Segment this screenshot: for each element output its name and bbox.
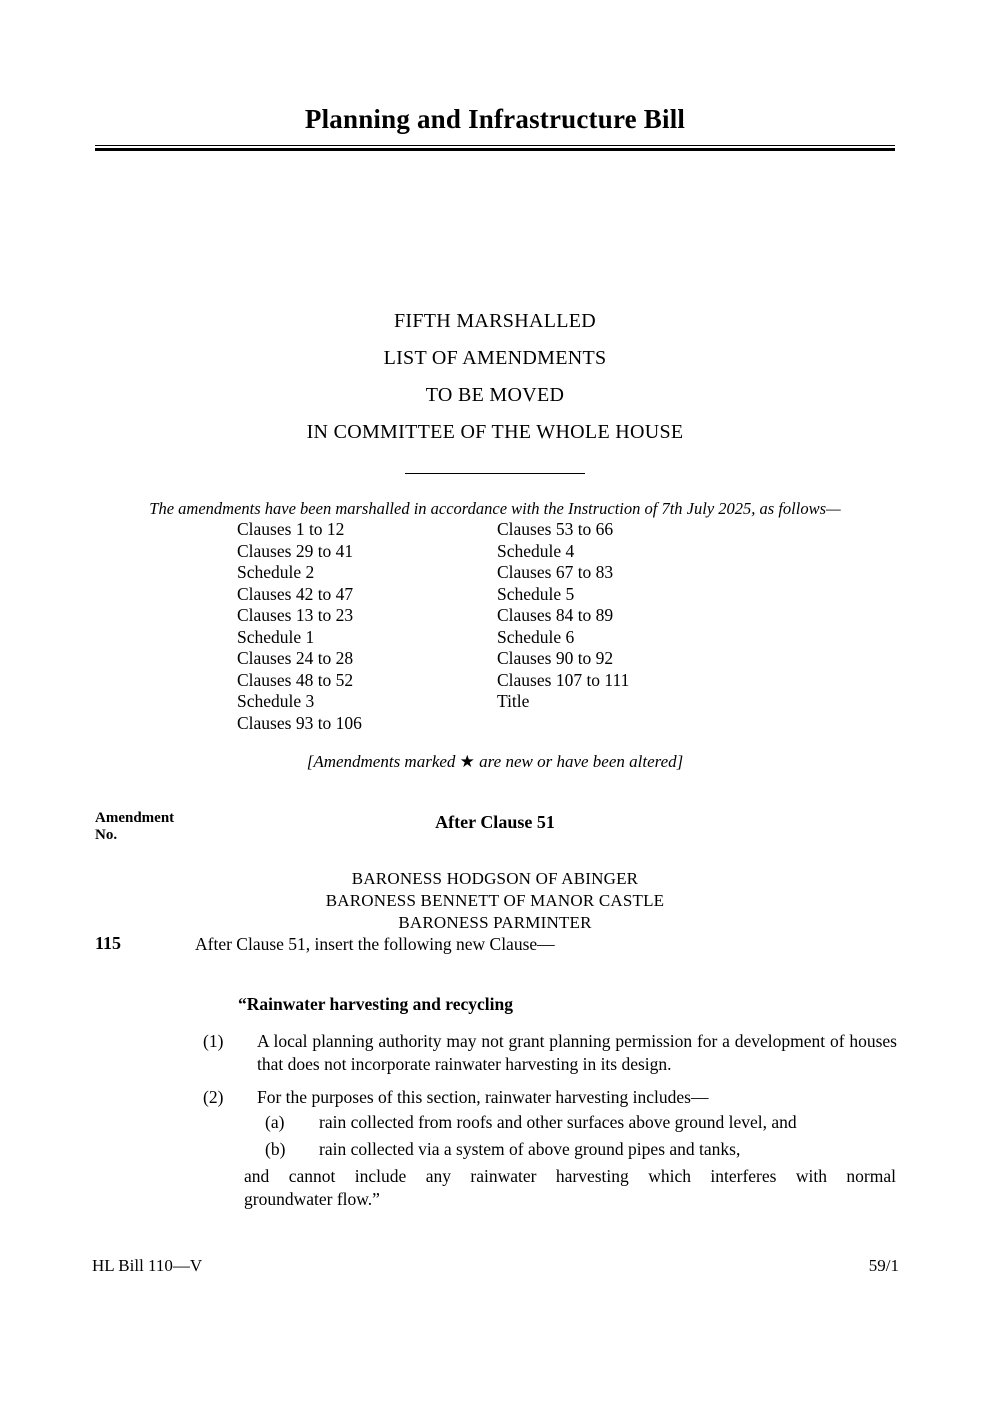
clause-list-item: Clauses 24 to 28 (237, 648, 354, 668)
subsection-tail-text (244, 1165, 896, 1211)
clause-list-item: Clauses 107 to 111 (497, 669, 630, 690)
paragraph-text: rain collected via a system of above ground pipes and tanks, (319, 1139, 741, 1159)
clause-list-item: Clauses 48 to 52 (237, 669, 354, 690)
clause-list-item: Clauses 93 to 106 (237, 712, 362, 733)
paragraph-b (265, 1138, 925, 1161)
heading-line-3: TO BE MOVED (425, 384, 565, 406)
star-icon: ★ (459, 752, 475, 771)
clause-list-item: Clauses 90 to 92 (497, 648, 614, 668)
sponsor-name: BARONESS PARMINTER (398, 913, 592, 932)
subsection-1 (203, 1030, 897, 1076)
new-clause-title: “Rainwater harvesting and recycling (238, 994, 513, 1014)
tail-text-line-1: and cannot include any rainwater harvesting which interferes with normal (244, 1166, 896, 1186)
footer-bill-reference: HL Bill 110—V (92, 1256, 203, 1275)
clause-list-item: Clauses 84 to 89 (497, 605, 614, 625)
subsection-text: A local planning authority may not grant planning permission for a development of houses that does not incorporate rainwater harvesting in its design. (257, 1031, 897, 1074)
clause-list-left-column (237, 519, 497, 734)
sponsor-list (195, 868, 795, 934)
subsection-number: (1) (203, 1031, 224, 1051)
paragraph-letter: (a) (265, 1112, 285, 1132)
heading-line-1: FIFTH MARSHALLED (393, 310, 597, 332)
document-headings (95, 303, 895, 451)
clause-list-item: Schedule 6 (497, 626, 575, 647)
rule-thick (95, 148, 895, 151)
subsection-text: For the purposes of this section, rainwater harvesting includes— (257, 1087, 709, 1107)
amendment-intro-text: After Clause 51, insert the following new Clause— (195, 934, 555, 954)
section-heading: After Clause 51 (435, 812, 555, 832)
sponsor-name: BARONESS HODGSON OF ABINGER (351, 869, 639, 888)
clause-list-item: Schedule 4 (497, 540, 575, 561)
clause-list-item: Clauses 67 to 83 (497, 562, 614, 582)
clause-list-item: Clauses 53 to 66 (497, 519, 614, 539)
marshalling-note: The amendments have been marshalled in accordance with the Instruction of 7th July 2025, as follows— (149, 499, 841, 518)
clause-list-item: Schedule 3 (237, 691, 315, 711)
amendment-number: 115 (95, 933, 122, 953)
clause-list-item: Clauses 42 to 47 (237, 583, 354, 604)
clause-list-item: Schedule 1 (237, 626, 315, 647)
paragraph-a (265, 1111, 925, 1134)
heading-line-4: IN COMMITTEE OF THE WHOLE HOUSE (306, 421, 684, 443)
star-note-after: are new or have been altered] (474, 752, 684, 771)
clause-list-item: Clauses 29 to 41 (237, 540, 354, 561)
star-note-before: [Amendments marked (306, 752, 460, 771)
amendment-label-line-2: No. (95, 827, 118, 843)
paragraph-text: rain collected from roofs and other surfaces above ground level, and (319, 1112, 797, 1132)
subsection-2 (203, 1086, 897, 1109)
paragraph-letter: (b) (265, 1139, 286, 1159)
clause-list (237, 519, 797, 734)
clause-list-item: Schedule 5 (497, 583, 575, 604)
sponsor-name: BARONESS BENNETT OF MANOR CASTLE (325, 891, 665, 910)
clause-list-right-column (497, 519, 787, 713)
amendment-label-line-1: Amendment (95, 810, 175, 826)
clause-list-item: Clauses 1 to 12 (237, 519, 345, 539)
page-title: Planning and Infrastructure Bill (304, 104, 686, 134)
amendments-marked-note (95, 752, 895, 772)
clause-list-item: Title (497, 691, 530, 711)
title-double-rule (95, 145, 895, 151)
subsection-number: (2) (203, 1087, 224, 1107)
clause-list-item: Schedule 2 (237, 562, 315, 582)
tail-text-line-2: groundwater flow.” (244, 1189, 380, 1209)
section-divider-rule (405, 473, 585, 474)
clause-list-item: Clauses 13 to 23 (237, 605, 354, 625)
heading-line-2: LIST OF AMENDMENTS (383, 347, 607, 369)
footer-page-number: 59/1 (868, 1256, 899, 1275)
